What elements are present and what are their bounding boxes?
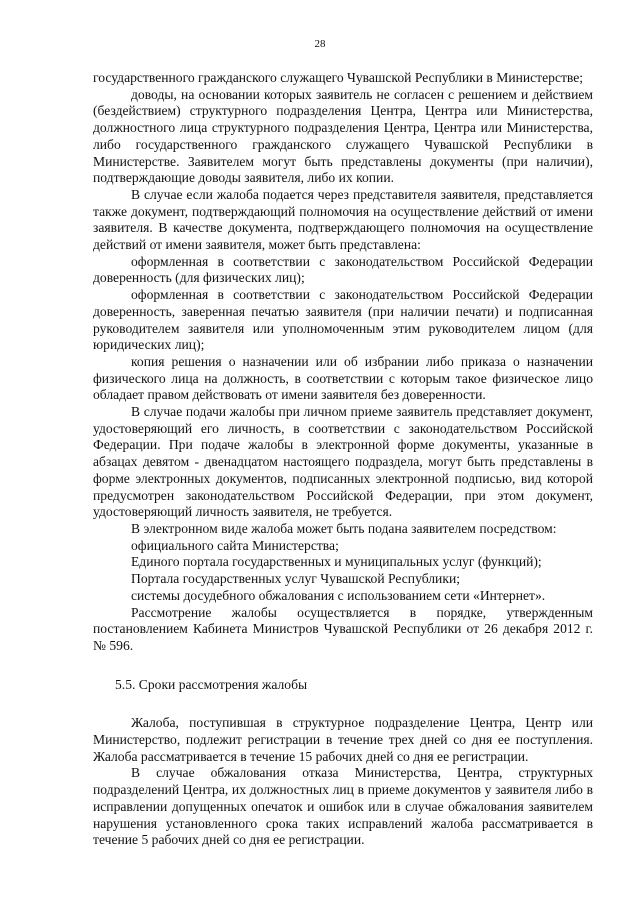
paragraph: оформленная в соответствии с законодательством Российской Федерации доверенность (для физических лиц); (93, 253, 593, 286)
paragraph: Портала государственных услуг Чувашской Республики; (131, 571, 460, 587)
paragraph: В случае подачи жалобы при личном приеме заявитель представляет документ, удостоверяющий его личность, в соответствии с законодательством Российской Федерации. При подаче жалобы в электронной форме документы, указанные в абзацах девятом - двенадцатом настоящего подраздела, могут быть представлены в форме электронных документов, подписанных электронной подписью, вид которой предусмотрен законодательством Российской Федерации, при этом документ, удостоверяющий личность заявителя, не требуется. (93, 404, 593, 520)
page-number: 28 (314, 38, 326, 50)
paragraph: оформленная в соответствии с законодательством Российской Федерации доверенность, заверенная печатью заявителя (при наличии печати) и подписанная руководителем заявителя или уполномоченным этим руководителем лицом (для юридических лиц); (93, 287, 593, 353)
body-text-before-heading (93, 70, 593, 655)
paragraph: В электронном виде жалоба может быть подана заявителем посредством: (131, 520, 557, 536)
document-body (93, 70, 593, 849)
section-heading: 5.5. Сроки рассмотрения жалобы (115, 676, 308, 692)
paragraph: копия решения о назначении или об избрании либо приказа о назначении физического лица на должность, в соответствии с которым такое физическое лицо обладает правом действовать от имени заявителя без доверенности. (93, 353, 593, 403)
paragraph: официального сайта Министерства; (131, 537, 339, 553)
paragraph: Единого портала государственных и муниципальных услуг (функций); (131, 554, 542, 570)
paragraph: Жалоба, поступившая в структурное подразделение Центра, Центр или Министерство, подлежит регистрации в течение трех дней со дня ее поступления. Жалоба рассматривается в течение 15 рабочих дней со дня ее регистрации. (93, 715, 593, 764)
paragraph: доводы, на основании которых заявитель не согласен с решением и действием (бездействием) структурного подразделения Центра, Центра или Министерства, должностного лица структурного подразделения Центра, Центра или Министерства, либо государственного гражданского служащего Чувашской Республики в Министерстве. Заявителем могут быть представлены документы (при наличии), подтверждающие доводы заявителя, либо их копии. (93, 86, 593, 186)
body-text-after-heading (93, 715, 593, 849)
paragraph: В случае если жалоба подается через представителя заявителя, представляется также документ, подтверждающий полномочия на осуществление действий от имени заявителя. В качестве документа, подтверждающего полномочия на осуществление действий от имени заявителя, может быть представлена: (93, 186, 593, 253)
paragraph: государственного гражданского служащего Чувашской Республики в Министерстве; (93, 70, 584, 85)
paragraph: системы досудебного обжалования с использованием сети «Интернет». (131, 587, 546, 603)
paragraph: Рассмотрение жалобы осуществляется в порядке, утвержденным постановлением Кабинета Министров Чувашской Республики от 26 декабря 2012 г. № 596. (93, 604, 593, 653)
paragraph: В случае обжалования отказа Министерства, Центра, структурных подразделений Центра, их должностных лиц в приеме документов у заявителя либо в исправлении допущенных опечаток и ошибок или в случае обжалования заявителем нарушения установленного срока таких исправлений жалоба рассматривается в течение 5 рабочих дней со дня ее регистрации. (93, 765, 593, 848)
